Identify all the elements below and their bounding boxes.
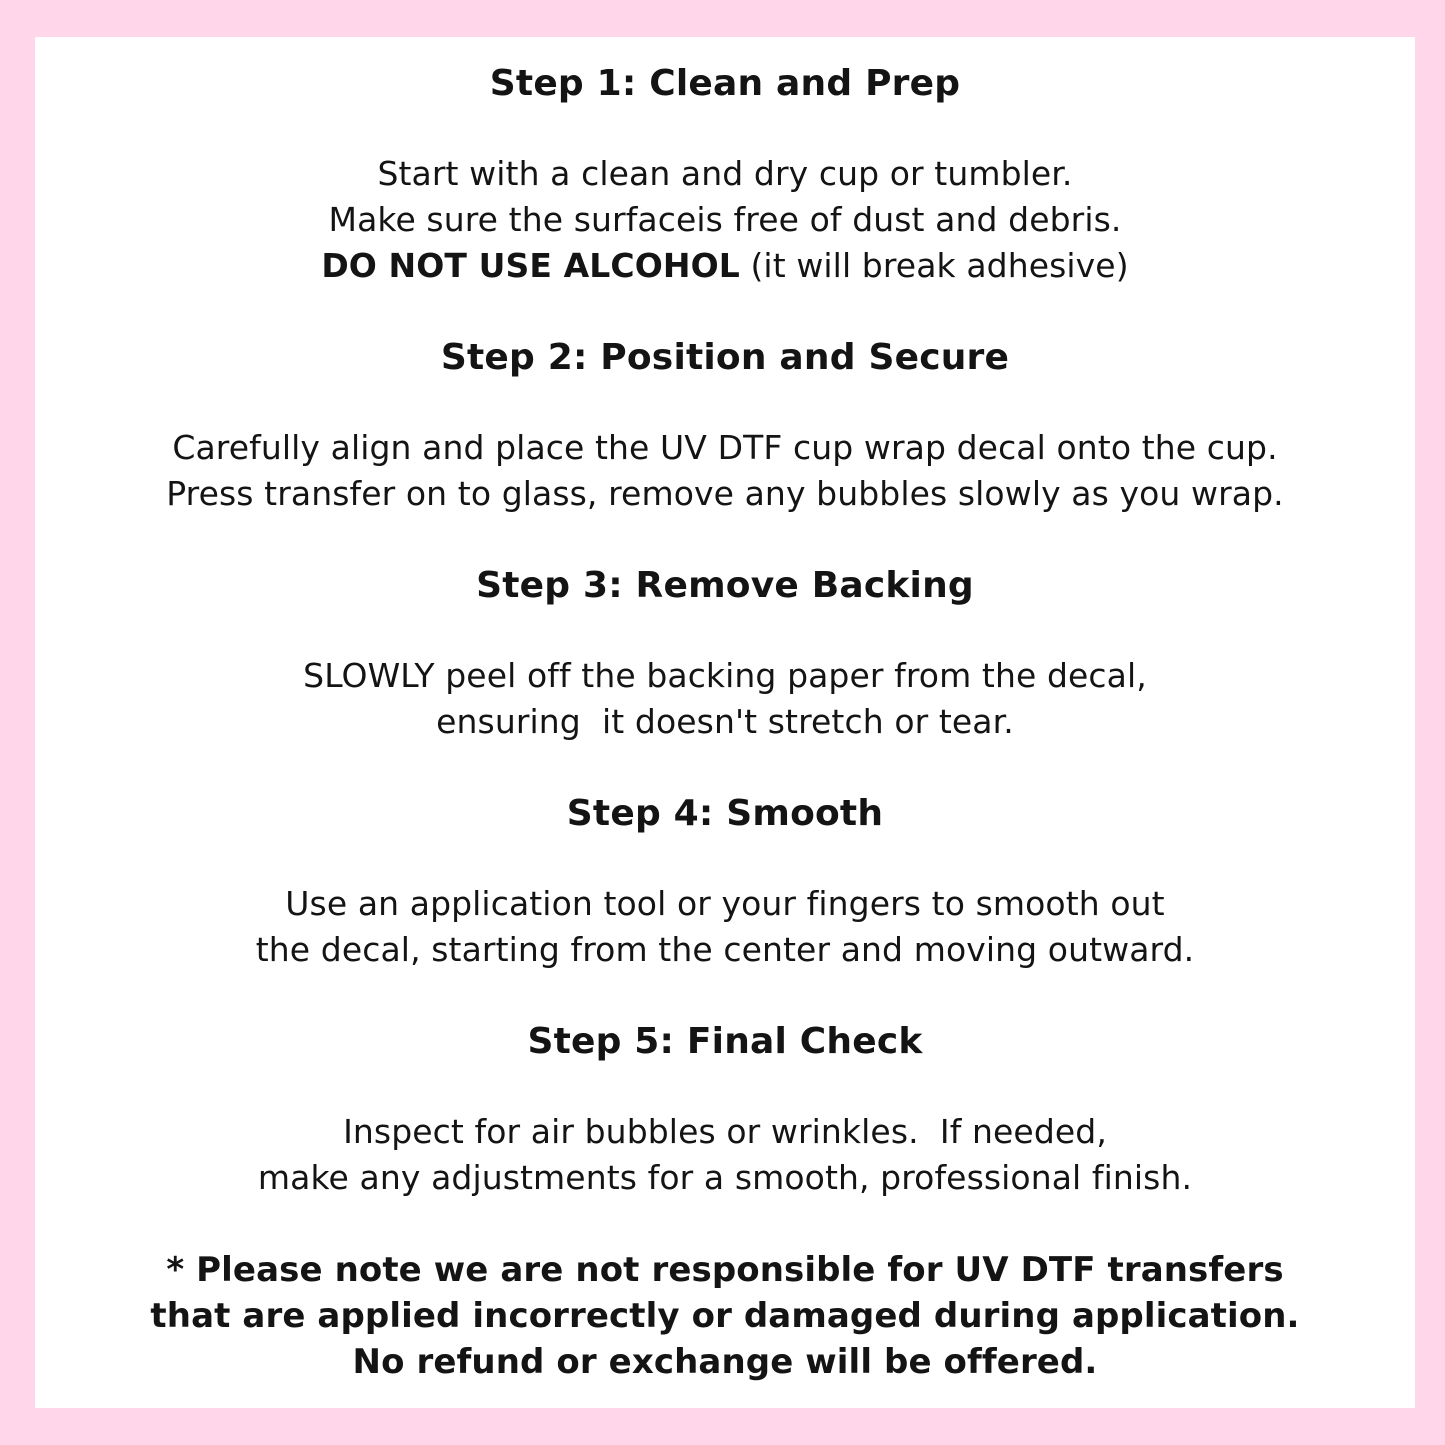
disclaimer-note: [35, 1247, 1415, 1385]
text-line: Use an application tool or your fingers to smooth out: [285, 884, 1165, 923]
alcohol-warning-line: [35, 243, 1415, 289]
step-5-heading: Step 5: Final Check: [527, 1021, 923, 1062]
step-4-heading: Step 4: Smooth: [566, 793, 884, 834]
step-3-heading: Step 3: Remove Backing: [476, 565, 974, 606]
step-2-heading: Step 2: Position and Secure: [440, 337, 1010, 378]
step-3-body: [35, 653, 1415, 745]
step-1-section: [35, 61, 1415, 289]
step-5-section: [35, 1019, 1415, 1201]
text-line: Make sure the surfaceis free of dust and debris.: [328, 200, 1122, 239]
alcohol-warning-bold: DO NOT USE ALCOHOL: [321, 246, 740, 285]
text-line: ensuring it doesn't stretch or tear.: [436, 702, 1014, 741]
step-4-section: [35, 791, 1415, 973]
instruction-card: [35, 37, 1415, 1408]
text-line: SLOWLY peel off the backing paper from the decal,: [303, 656, 1147, 695]
disclaimer-line: * Please note we are not responsible for UV DTF transfers: [166, 1250, 1284, 1290]
disclaimer-line: No refund or exchange will be offered.: [352, 1342, 1098, 1382]
step-2-section: [35, 335, 1415, 517]
disclaimer-line: that are applied incorrectly or damaged during application.: [150, 1296, 1300, 1336]
text-line: make any adjustments for a smooth, professional finish.: [257, 1158, 1193, 1197]
step-2-body: [35, 425, 1415, 517]
step-4-body: [35, 881, 1415, 973]
step-1-heading: Step 1: Clean and Prep: [489, 63, 961, 104]
step-5-body: [35, 1109, 1415, 1201]
step-3-section: [35, 563, 1415, 745]
alcohol-warning-rest: (it will break adhesive): [739, 246, 1129, 285]
step-1-body: [35, 151, 1415, 289]
text-line: Inspect for air bubbles or wrinkles. If needed,: [343, 1112, 1107, 1151]
text-line: Carefully align and place the UV DTF cup wrap decal onto the cup.: [172, 428, 1278, 467]
text-line: Press transfer on to glass, remove any bubbles slowly as you wrap.: [166, 474, 1284, 513]
text-line: the decal, starting from the center and moving outward.: [255, 930, 1195, 969]
text-line: Start with a clean and dry cup or tumbler.: [377, 154, 1073, 193]
